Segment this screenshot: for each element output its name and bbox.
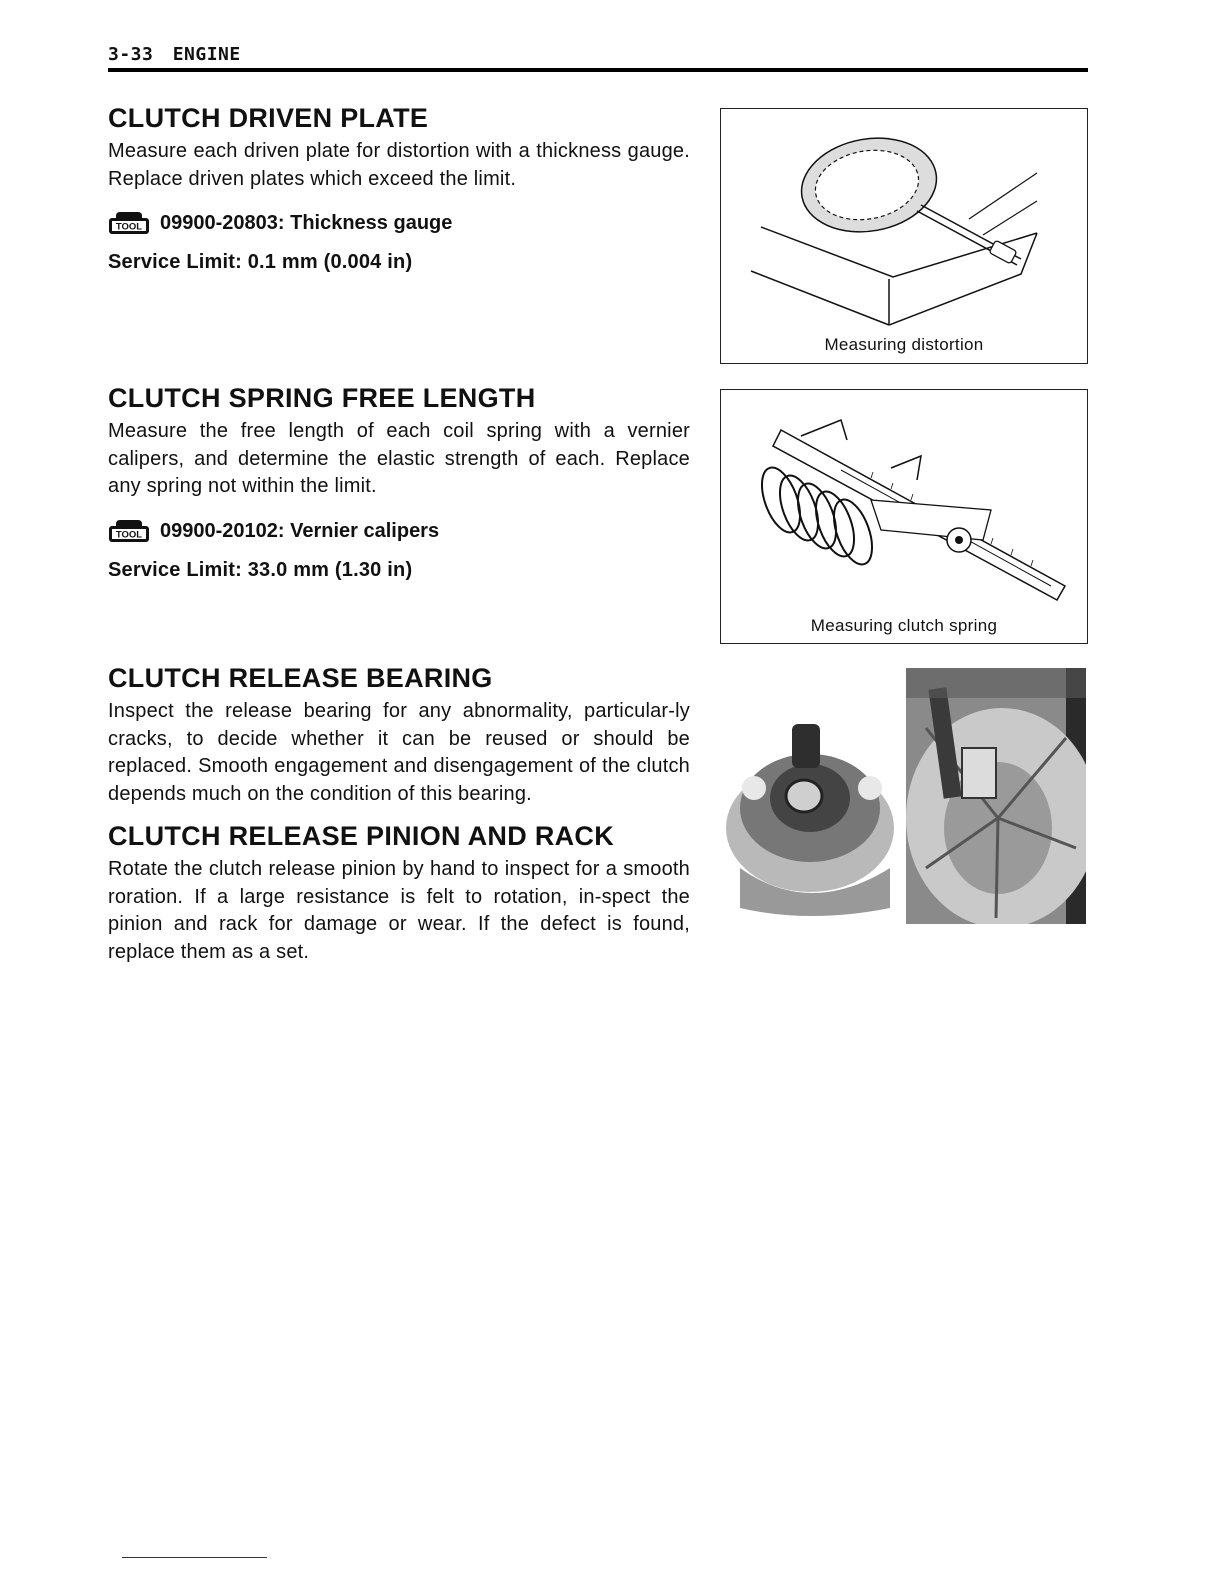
section-body: Measure the free length of each coil spring with a vernier calipers, and determine the elastic strength of each. Replace any spring not within the limit. <box>108 420 690 498</box>
photo-release-bearing <box>720 668 900 924</box>
figure-spring <box>720 389 1088 644</box>
tool-icon <box>108 211 150 235</box>
section-body: Rotate the clutch release pinion by hand to inspect for a smooth roration. If a large resistance is felt to rotation, in-spect the pinion and rack for damage or wear. If the defect is found, replace them as a set. <box>108 858 690 964</box>
tool-text: 09900-20102: Vernier calipers <box>160 519 440 542</box>
page-number: 3-33 <box>108 44 154 65</box>
svg-text:TOOL: TOOL <box>115 221 143 233</box>
section-spring-free-length <box>108 382 690 582</box>
tool-line <box>108 209 690 237</box>
distortion-illustration <box>721 109 1087 363</box>
footer-rule <box>122 1557 267 1558</box>
figure-distortion <box>720 108 1088 364</box>
photo-pinion-rack <box>906 668 1086 924</box>
header-rule <box>108 68 1088 72</box>
section-title: CLUTCH DRIVEN PLATE <box>108 103 429 133</box>
tool-line <box>108 517 690 545</box>
section-body: Measure each driven plate for distortion with a thickness gauge. Replace driven plates which exceed the limit. <box>108 140 690 190</box>
service-limit: Service Limit: 0.1 mm (0.004 in) <box>108 251 413 274</box>
page-header <box>108 44 1088 68</box>
section-release-bearing <box>108 662 690 809</box>
section-driven-plate <box>108 102 690 274</box>
svg-text:TOOL: TOOL <box>115 529 143 541</box>
section-body: Inspect the release bearing for any abnormality, particular-ly cracks, to decide whether it can be reused or should be replaced. Smooth engagement and disengagement of the clutch depends much on the condition of this bearing. <box>108 700 690 806</box>
section-title: CLUTCH SPRING FREE LENGTH <box>108 383 536 413</box>
service-limit: Service Limit: 33.0 mm (1.30 in) <box>108 559 413 582</box>
section-pinion-rack <box>108 820 690 967</box>
tool-text: 09900-20803: Thickness gauge <box>160 211 453 234</box>
spring-caliper-illustration <box>721 390 1087 643</box>
tool-icon <box>108 519 150 543</box>
header-section-title: ENGINE <box>172 44 241 65</box>
section-title: CLUTCH RELEASE PINION AND RACK <box>108 821 615 851</box>
section-title: CLUTCH RELEASE BEARING <box>108 663 493 693</box>
figure-caption: Measuring distortion <box>824 335 984 354</box>
figure-caption: Measuring clutch spring <box>810 616 998 635</box>
